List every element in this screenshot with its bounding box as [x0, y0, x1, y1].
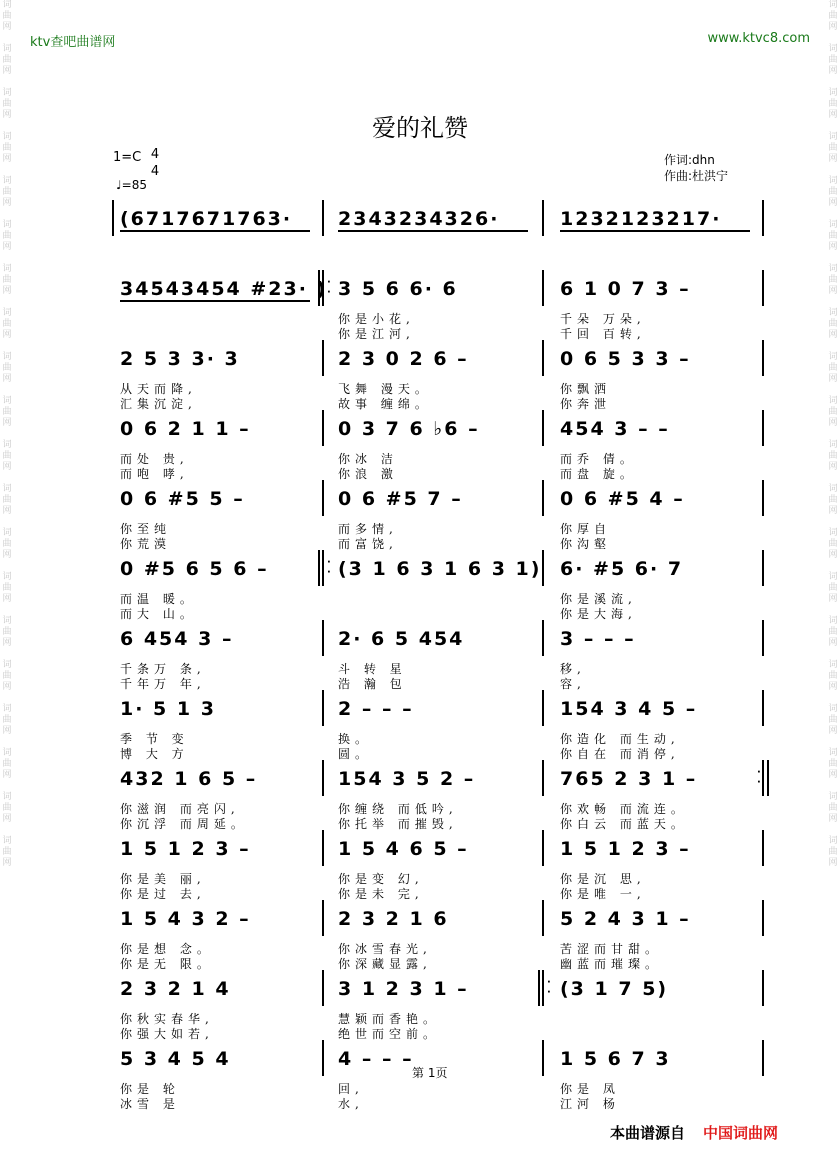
lyric-line-1: 斗 转 星	[338, 662, 407, 676]
lyric-line-1: 你是想 念。	[120, 942, 214, 956]
lyric-line-2: 你自在 而消停,	[560, 747, 680, 761]
barline	[322, 690, 324, 726]
measure-notes: 1 5 1 2 3 –	[560, 838, 691, 860]
lyric-line-2: 而大 山。	[120, 607, 197, 621]
score-row	[0, 270, 840, 340]
lyric-line-2: 幽蓝而璀璨。	[560, 957, 663, 971]
repeat-begin-dots: · ·	[327, 277, 331, 298]
lyric-line-2: 你深藏显露,	[338, 957, 432, 971]
lyric-line-1: 你冰雪春光,	[338, 942, 432, 956]
barline	[762, 340, 764, 376]
measure-notes: 0 6 5 3 3 –	[560, 348, 691, 370]
quarter-note-icon: ♩	[116, 178, 122, 192]
source-credit	[610, 1122, 778, 1143]
source-site-link[interactable]: 中国词曲网	[703, 1124, 779, 1142]
measure-notes: 1232123217·	[560, 208, 722, 230]
lyric-line-2: 你是未 完,	[338, 887, 424, 901]
measure-notes: 6 1 0 7 3 –	[560, 278, 691, 300]
header-site-url: www.ktvc8.com	[707, 31, 810, 46]
score-row	[0, 620, 840, 690]
lyricist: 作词:dhn	[664, 153, 715, 167]
lyric-line-1: 而乔 倩。	[560, 452, 637, 466]
measure-notes: 3 5 6 6· 6	[338, 278, 458, 300]
lyric-line-1: 千朵 万朵,	[560, 312, 646, 326]
barline	[542, 900, 544, 936]
beam-line	[120, 300, 310, 302]
barline	[542, 340, 544, 376]
barline	[542, 620, 544, 656]
barline	[322, 410, 324, 446]
lyric-line-2: 江河 杨	[560, 1097, 620, 1111]
lyric-line-2: 而盘 旋。	[560, 467, 637, 481]
measure-notes: 3 1 2 3 1 –	[338, 978, 469, 1000]
lyric-line-1: 你秋实春华,	[120, 1012, 214, 1026]
time-signature	[148, 146, 162, 180]
measure-notes: 2 – – –	[338, 698, 414, 720]
measure-notes: 5 2 4 3 1 –	[560, 908, 691, 930]
lyric-line-2: 绝世而空前。	[338, 1027, 441, 1041]
watermark-right: 词 曲 网 词 曲 网 词 曲 网 词 曲 网 词 曲 网 词 曲 网 词 曲 网 词 曲 网 词 曲 网 词 曲 网 词 曲 网 词 曲 网 词 曲 网 词 曲 网 词 曲 网 词 曲 网 词 曲 网 词 曲 网 词 曲 网 词 曲 网	[828, 0, 838, 868]
barline	[542, 760, 544, 796]
measure-notes: 1 5 1 2 3 –	[120, 838, 251, 860]
barline	[542, 550, 544, 586]
measure-notes: 0 6 #5 4 –	[560, 488, 685, 510]
measure-notes: 0 3 7 6 ♭6 –	[338, 418, 480, 440]
measure-notes: 1 5 6 7 3	[560, 1048, 671, 1070]
measure-notes: 6 454 3 –	[120, 628, 234, 650]
lyric-line-2: 博 大 方	[120, 747, 189, 761]
lyric-line-2: 你是无 限。	[120, 957, 214, 971]
lyric-line-2: 汇集沉淀,	[120, 397, 197, 411]
barline	[542, 410, 544, 446]
lyric-line-1: 你是美 丽,	[120, 872, 206, 886]
lyric-line-1: 你欢畅 而流连。	[560, 802, 688, 816]
measure-notes: 1 5 4 3 2 –	[120, 908, 251, 930]
measure-notes: 1· 5 1 3	[120, 698, 216, 720]
lyric-line-1: 你是 轮	[120, 1082, 180, 1096]
barline	[762, 830, 764, 866]
measure-notes: 1 5 4 6 5 –	[338, 838, 469, 860]
time-signature-top: 4	[150, 147, 160, 162]
measure-notes: 2343234326·	[338, 208, 500, 230]
score-row	[0, 550, 840, 620]
lyric-line-2: 水,	[338, 1097, 364, 1111]
lyric-line-2: 千年万 年,	[120, 677, 206, 691]
barline	[322, 200, 324, 236]
measure-notes: 2 3 2 1 6	[338, 908, 449, 930]
page-number: 第 1页	[412, 1066, 448, 1080]
lyric-line-1: 你至纯	[120, 522, 172, 536]
barline	[322, 760, 324, 796]
measure-notes: 2 5 3 3· 3	[120, 348, 240, 370]
lyric-line-1: 从天而降,	[120, 382, 197, 396]
barline	[542, 1040, 544, 1076]
song-title: 爱的礼赞	[372, 114, 468, 142]
score-row	[0, 900, 840, 970]
barline	[762, 690, 764, 726]
lyric-line-2: 容,	[560, 677, 586, 691]
repeat-begin-dots: · ·	[547, 977, 551, 998]
barline	[762, 900, 764, 936]
score-row	[0, 690, 840, 760]
measure-notes: 0 6 #5 5 –	[120, 488, 245, 510]
score-row	[0, 410, 840, 480]
repeat-begin-barline	[318, 550, 320, 586]
barline	[322, 620, 324, 656]
watermark-left: 词 曲 网 词 曲 网 词 曲 网 词 曲 网 词 曲 网 词 曲 网 词 曲 网 词 曲 网 词 曲 网 词 曲 网 词 曲 网 词 曲 网 词 曲 网 词 曲 网 词 曲 网 词 曲 网 词 曲 网 词 曲 网 词 曲 网 词 曲 网	[2, 0, 12, 868]
beam-line	[338, 230, 528, 232]
score-row	[0, 970, 840, 1040]
barline	[762, 200, 764, 236]
lyric-line-2: 冰雪 是	[120, 1097, 180, 1111]
measure-notes: 2 3 0 2 6 –	[338, 348, 469, 370]
lyric-line-1: 而多情,	[338, 522, 398, 536]
lyric-line-1: 而温 暖。	[120, 592, 197, 606]
barline	[322, 340, 324, 376]
measure-notes: 154 3 5 2 –	[338, 768, 476, 790]
barline	[762, 620, 764, 656]
beam-line	[560, 230, 750, 232]
measure-notes: (3 1 6 3 1 6 3 1)	[338, 558, 542, 580]
source-label: 本曲谱源自	[610, 1124, 686, 1142]
barline	[762, 970, 764, 1006]
lyric-line-1: 而处 贵,	[120, 452, 189, 466]
lyric-line-1: 季 节 变	[120, 732, 189, 746]
barline	[322, 830, 324, 866]
lyric-line-1: 你造化 而生动,	[560, 732, 680, 746]
key-signature: 1=C	[113, 150, 142, 165]
barline	[542, 970, 544, 1006]
lyric-line-2: 而咆 哮,	[120, 467, 189, 481]
barline	[322, 480, 324, 516]
barline	[762, 760, 764, 796]
barline	[322, 550, 324, 586]
barline	[762, 480, 764, 516]
score-row	[0, 760, 840, 830]
barline	[322, 970, 324, 1006]
barline	[542, 830, 544, 866]
repeat-begin-barline	[538, 970, 540, 1006]
repeat-end-barline	[767, 760, 769, 796]
composer: 作曲:杜洪宁	[664, 169, 729, 183]
barline	[542, 270, 544, 306]
measure-notes: 4 – – –	[338, 1048, 414, 1070]
tempo-marking	[116, 178, 147, 192]
measure-notes: 5 3 4 5 4	[120, 1048, 231, 1070]
measure-notes: 2 3 2 1 4	[120, 978, 231, 1000]
tempo-value: =85	[121, 178, 147, 192]
lyric-line-2: 千回 百转,	[560, 327, 646, 341]
lyric-line-1: 换。	[338, 732, 373, 746]
measure-notes: 34543454 #23· )	[120, 278, 328, 300]
barline	[762, 550, 764, 586]
barline	[542, 200, 544, 236]
repeat-end-dots: · ·	[757, 767, 761, 788]
lyric-line-1: 你是变 幻,	[338, 872, 424, 886]
lyric-line-2: 你白云 而蓝天。	[560, 817, 688, 831]
score-row	[0, 340, 840, 410]
lyric-line-2: 你是大海,	[560, 607, 637, 621]
lyric-line-1: 你缠绕 而低吟,	[338, 802, 458, 816]
lyric-line-1: 飞舞 漫天。	[338, 382, 432, 396]
lyric-line-2: 而富饶,	[338, 537, 398, 551]
lyric-line-1: 回,	[338, 1082, 364, 1096]
lyric-line-1: 你是溪流,	[560, 592, 637, 606]
measure-notes: 2· 6 5 454	[338, 628, 465, 650]
score-row	[0, 830, 840, 900]
barline	[542, 480, 544, 516]
lyric-line-2: 你是江河,	[338, 327, 415, 341]
lyric-line-2: 你托举 而摧毁,	[338, 817, 458, 831]
lyric-line-1: 你是 凤	[560, 1082, 620, 1096]
barline	[762, 410, 764, 446]
measure-notes: 154 3 4 5 –	[560, 698, 698, 720]
measure-notes: (3 1 7 5)	[560, 978, 669, 1000]
measure-notes: 432 1 6 5 –	[120, 768, 258, 790]
lyric-line-2: 浩 瀚 包	[338, 677, 407, 691]
header-site-name: ktv查吧曲谱网	[30, 35, 116, 50]
credits	[664, 152, 728, 184]
score-row	[0, 200, 840, 270]
measure-notes: 3 – – –	[560, 628, 636, 650]
lyric-line-2: 你沉浮 而周延。	[120, 817, 248, 831]
lyric-line-1: 你是小花,	[338, 312, 415, 326]
beam-line	[120, 230, 310, 232]
lyric-line-2: 你荒漠	[120, 537, 172, 551]
lyric-line-1: 苦涩而甘甜。	[560, 942, 663, 956]
lyric-line-2: 圆。	[338, 747, 373, 761]
lyric-line-1: 慧颖而香艳。	[338, 1012, 441, 1026]
measure-notes: (6717671763·	[120, 208, 293, 230]
lyric-line-1: 你飘洒	[560, 382, 612, 396]
barline	[322, 1040, 324, 1076]
lyric-line-1: 你冰 洁	[338, 452, 398, 466]
lyric-line-1: 你是沉 思,	[560, 872, 646, 886]
barline	[762, 270, 764, 306]
measure-notes: 6· #5 6· 7	[560, 558, 684, 580]
measure-notes: 765 2 3 1 –	[560, 768, 698, 790]
score-row	[0, 480, 840, 550]
lyric-line-2: 你是唯 一,	[560, 887, 646, 901]
measure-notes: 454 3 – –	[560, 418, 670, 440]
lyric-line-2: 你是过 去,	[120, 887, 206, 901]
barline	[112, 200, 114, 236]
lyric-line-2: 你浪 激	[338, 467, 398, 481]
lyric-line-2: 你强大如若,	[120, 1027, 214, 1041]
lyric-line-2: 故事 缠绵。	[338, 397, 432, 411]
lyric-line-2: 你奔泄	[560, 397, 612, 411]
measure-notes: 0 #5 6 5 6 –	[120, 558, 269, 580]
time-signature-bottom: 4	[150, 164, 160, 179]
barline	[762, 1040, 764, 1076]
repeat-begin-dots: · ·	[327, 557, 331, 578]
lyric-line-1: 千条万 条,	[120, 662, 206, 676]
lyric-line-1: 你厚自	[560, 522, 612, 536]
measure-notes: 0 6 2 1 1 –	[120, 418, 251, 440]
lyric-line-1: 移,	[560, 662, 586, 676]
lyric-line-2: 你沟壑	[560, 537, 612, 551]
lyric-line-1: 你滋润 而亮闪,	[120, 802, 240, 816]
barline	[322, 900, 324, 936]
measure-notes: 0 6 #5 7 –	[338, 488, 463, 510]
barline	[542, 690, 544, 726]
